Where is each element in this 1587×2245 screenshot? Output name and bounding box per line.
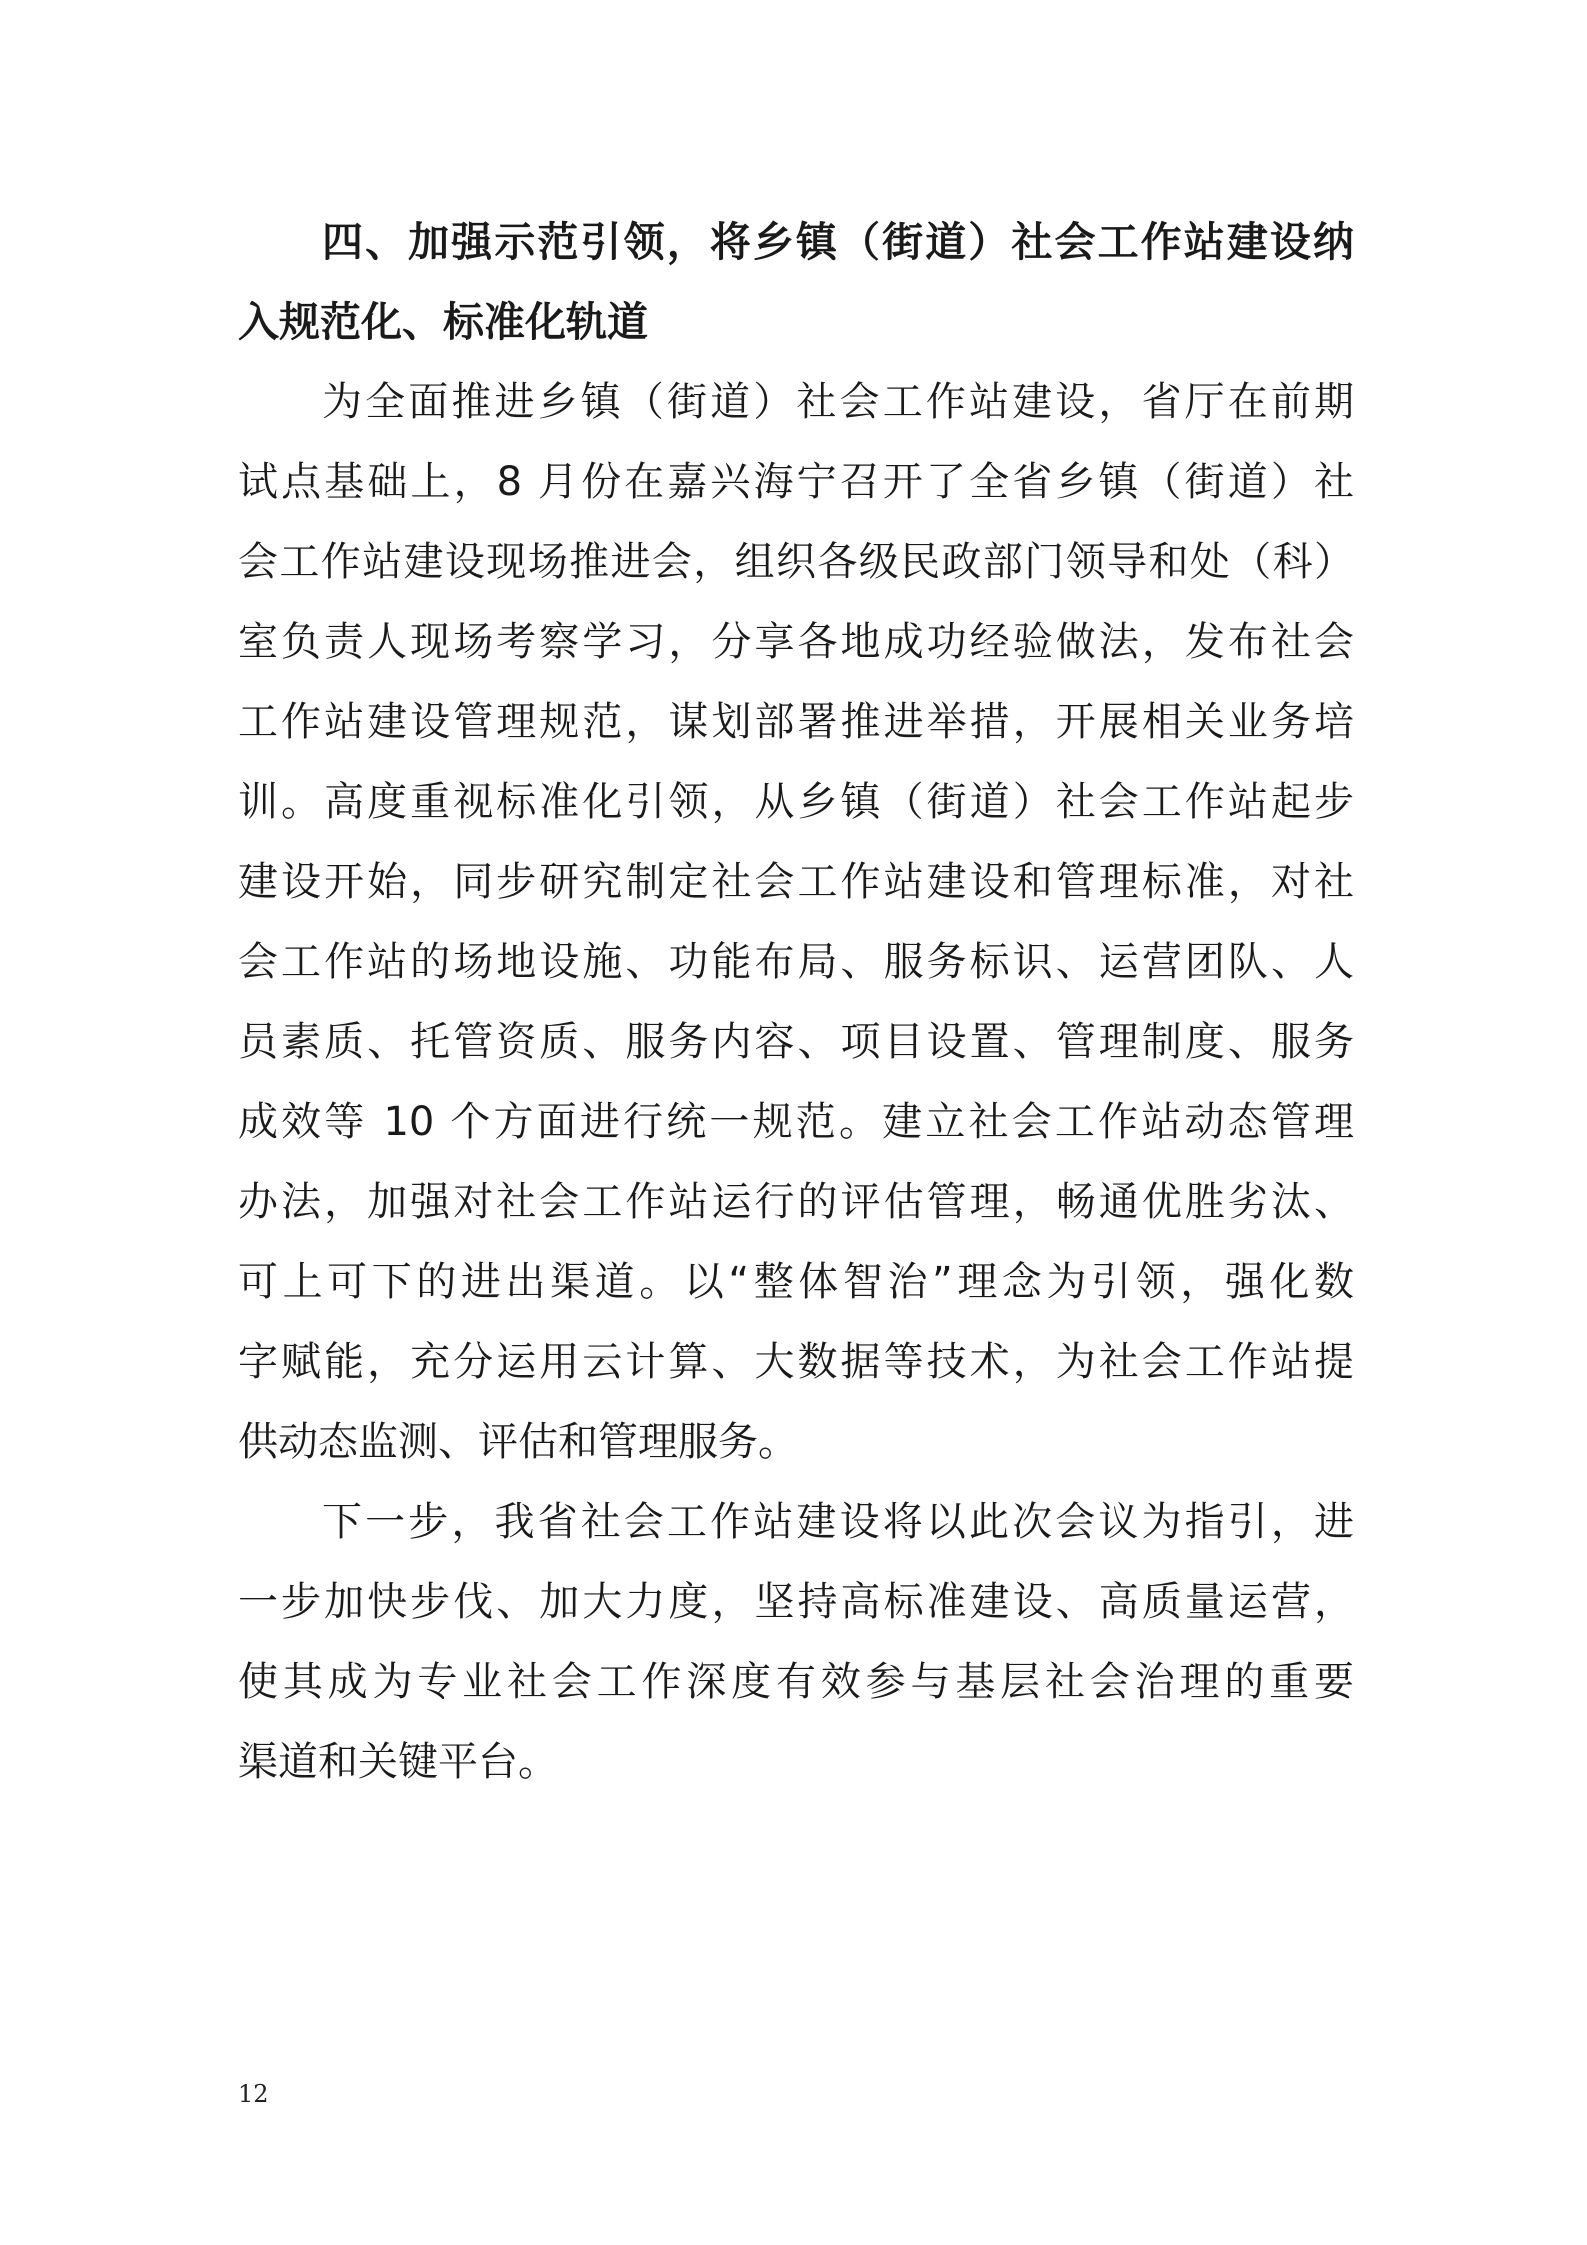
paragraph-2-line: 一步加快步伐、加大力度，坚持高标准建设、高质量运营， bbox=[238, 1579, 1354, 1625]
paragraph-1-line: 供动态监测、评估和管理服务。 bbox=[238, 1419, 798, 1465]
paragraph-1-line: 试点基础上，8 月份在嘉兴海宁召开了全省乡镇（街道）社 bbox=[238, 459, 1354, 505]
paragraph-1-line: 可上可下的进出渠道。以“整体智治”理念为引领，强化数 bbox=[238, 1259, 1354, 1305]
paragraph-1-line: 训。高度重视标准化引领，从乡镇（街道）社会工作站起步 bbox=[238, 779, 1354, 825]
paragraph-1-line: 室负责人现场考察学习，分享各地成功经验做法，发布社会 bbox=[238, 619, 1354, 665]
paragraph-2-line: 下一步，我省社会工作站建设将以此次会议为指引，进 bbox=[322, 1499, 1354, 1545]
paragraph-1-line: 建设开始，同步研究制定社会工作站建设和管理标准，对社 bbox=[238, 859, 1354, 905]
page-number: 12 bbox=[238, 2080, 269, 2108]
paragraph-1-line: 会工作站的场地设施、功能布局、服务标识、运营团队、人 bbox=[238, 939, 1354, 985]
paragraph-1-line: 办法，加强对社会工作站运行的评估管理，畅通优胜劣汰、 bbox=[238, 1179, 1354, 1225]
paragraph-1-line: 会工作站建设现场推进会，组织各级民政部门领导和处（科） bbox=[238, 539, 1354, 585]
paragraph-2-line: 使其成为专业社会工作深度有效参与基层社会治理的重要 bbox=[238, 1659, 1354, 1705]
paragraph-2-line: 渠道和关键平台。 bbox=[238, 1739, 558, 1785]
paragraph-1-line: 员素质、托管资质、服务内容、项目设置、管理制度、服务 bbox=[238, 1019, 1354, 1065]
section-heading-line-2: 入规范化、标准化轨道 bbox=[238, 298, 648, 346]
paragraph-1-line: 为全面推进乡镇（街道）社会工作站建设，省厅在前期 bbox=[322, 379, 1354, 425]
paragraph-1-line: 字赋能，充分运用云计算、大数据等技术，为社会工作站提 bbox=[238, 1339, 1354, 1385]
paragraph-1-line: 工作站建设管理规范，谋划部署推进举措，开展相关业务培 bbox=[238, 699, 1354, 745]
section-heading-line-1: 四、加强示范引领，将乡镇（街道）社会工作站建设纳 bbox=[322, 218, 1354, 266]
paragraph-1-line: 成效等 10 个方面进行统一规范。建立社会工作站动态管理 bbox=[238, 1099, 1354, 1145]
